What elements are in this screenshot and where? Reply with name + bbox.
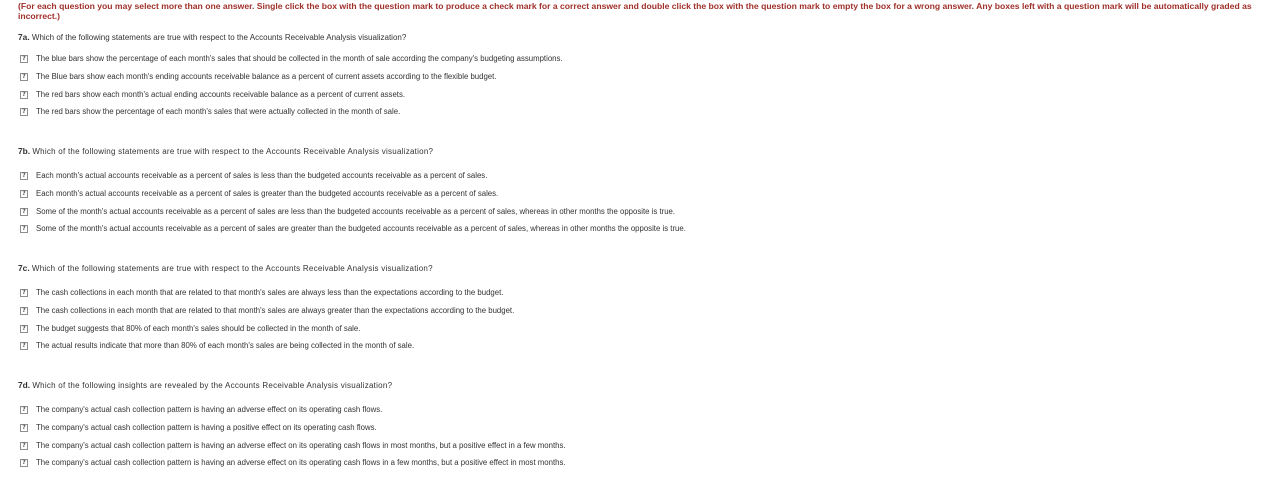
question-number: 7c. bbox=[18, 263, 30, 273]
option-text: The company's actual cash collection pattern is having an adverse effect on its operating cash flows in a few months, but a positive effect in most months. bbox=[36, 458, 566, 467]
question-number: 7b. bbox=[18, 146, 31, 156]
option-text: The red bars show the percentage of each month's sales that were actually collected in the month of sale. bbox=[36, 107, 401, 116]
question-7d-option-2 bbox=[20, 422, 377, 433]
question-7c-prompt bbox=[18, 263, 433, 274]
question-mark-checkbox[interactable]: ? bbox=[20, 406, 28, 414]
question-7d-option-4 bbox=[20, 457, 566, 468]
question-number: 7a. bbox=[18, 32, 30, 42]
option-text: Some of the month's actual accounts receivable as a percent of sales are greater than the budgeted accounts receivable as a percent of sales, whereas in other months the opposite is true. bbox=[36, 224, 686, 233]
option-text: The budget suggests that 80% of each month's sales should be collected in the month of sale. bbox=[36, 324, 361, 333]
question-mark-checkbox[interactable]: ? bbox=[20, 55, 28, 63]
option-text: The cash collections in each month that are related to that month's sales are always less than the expectations according to the budget. bbox=[36, 288, 504, 297]
question-7a-option-2 bbox=[20, 71, 496, 82]
question-7a-option-4 bbox=[20, 106, 400, 117]
question-mark-checkbox[interactable]: ? bbox=[20, 442, 28, 450]
question-mark-checkbox[interactable]: ? bbox=[20, 108, 28, 116]
question-7b-prompt bbox=[18, 146, 433, 157]
option-text: The company's actual cash collection pattern is having an adverse effect on its operating cash flows in most months, but a positive effect in a few months. bbox=[36, 441, 566, 450]
question-mark-checkbox[interactable]: ? bbox=[20, 225, 28, 233]
question-7d-option-3 bbox=[20, 440, 566, 451]
question-7a-option-3 bbox=[20, 89, 405, 100]
question-text: Which of the following statements are true with respect to the Accounts Receivable Analysis visualization? bbox=[31, 264, 433, 273]
option-text: The company's actual cash collection pattern is having an adverse effect on its operating cash flows. bbox=[36, 405, 383, 414]
question-mark-checkbox[interactable]: ? bbox=[20, 91, 28, 99]
question-7a-prompt bbox=[18, 32, 406, 43]
option-text: The Blue bars show each month's ending accounts receivable balance as a percent of current assets according to the flexible budget. bbox=[36, 72, 497, 81]
question-7a-option-1 bbox=[20, 53, 563, 64]
question-7c-option-1 bbox=[20, 287, 503, 298]
question-mark-checkbox[interactable]: ? bbox=[20, 342, 28, 350]
option-text: The red bars show each month's actual ending accounts receivable balance as a percent of current assets. bbox=[36, 90, 406, 99]
question-mark-checkbox[interactable]: ? bbox=[20, 208, 28, 216]
question-7c-option-3 bbox=[20, 323, 360, 334]
option-text: The actual results indicate that more than 80% of each month's sales are being collected in the month of sale. bbox=[36, 341, 415, 350]
question-7d-option-1 bbox=[20, 404, 382, 415]
question-7b-option-4 bbox=[20, 223, 686, 234]
question-7d-prompt bbox=[18, 380, 392, 391]
question-text: Which of the following statements are true with respect to the Accounts Receivable Analysis visualization? bbox=[32, 147, 434, 156]
question-text: Which of the following statements are true with respect to the Accounts Receivable Analysis visualization? bbox=[31, 33, 407, 42]
question-7b-option-1 bbox=[20, 170, 487, 181]
question-mark-checkbox[interactable]: ? bbox=[20, 325, 28, 333]
question-text: Which of the following insights are revealed by the Accounts Receivable Analysis visualization? bbox=[32, 381, 393, 390]
question-mark-checkbox[interactable]: ? bbox=[20, 307, 28, 315]
option-text: Some of the month's actual accounts receivable as a percent of sales are less than the budgeted accounts receivable as a percent of sales, whereas in other months the opposite is true. bbox=[36, 207, 676, 216]
option-text: Each month's actual accounts receivable as a percent of sales is less than the budgeted accounts receivable as a percent of sales. bbox=[36, 171, 488, 180]
question-7b-option-3 bbox=[20, 206, 675, 217]
instructions-text: (For each question you may select more than one answer. Single click the box with the question mark to produce a check mark for a correct answer and double click the box with the question mark to empty the box for a wrong answer. Any boxes left with a question mark will be automatically graded as incorrect.) bbox=[18, 1, 1252, 21]
option-text: The blue bars show the percentage of each month's sales that should be collected in the month of sale according the company's budgeting assumptions. bbox=[36, 54, 563, 63]
question-mark-checkbox[interactable]: ? bbox=[20, 459, 28, 467]
option-text: The cash collections in each month that are related to that month's sales are always greater than the expectations according to the budget. bbox=[36, 306, 515, 315]
option-text: Each month's actual accounts receivable as a percent of sales is greater than the budgeted accounts receivable as a percent of sales. bbox=[36, 189, 499, 198]
question-7c-option-4 bbox=[20, 340, 414, 351]
question-mark-checkbox[interactable]: ? bbox=[20, 172, 28, 180]
question-mark-checkbox[interactable]: ? bbox=[20, 73, 28, 81]
question-number: 7d. bbox=[18, 380, 31, 390]
question-7c-option-2 bbox=[20, 305, 514, 316]
question-mark-checkbox[interactable]: ? bbox=[20, 289, 28, 297]
question-mark-checkbox[interactable]: ? bbox=[20, 190, 28, 198]
question-7b-option-2 bbox=[20, 188, 498, 199]
option-text: The company's actual cash collection pattern is having a positive effect on its operating cash flows. bbox=[36, 423, 377, 432]
question-mark-checkbox[interactable]: ? bbox=[20, 424, 28, 432]
